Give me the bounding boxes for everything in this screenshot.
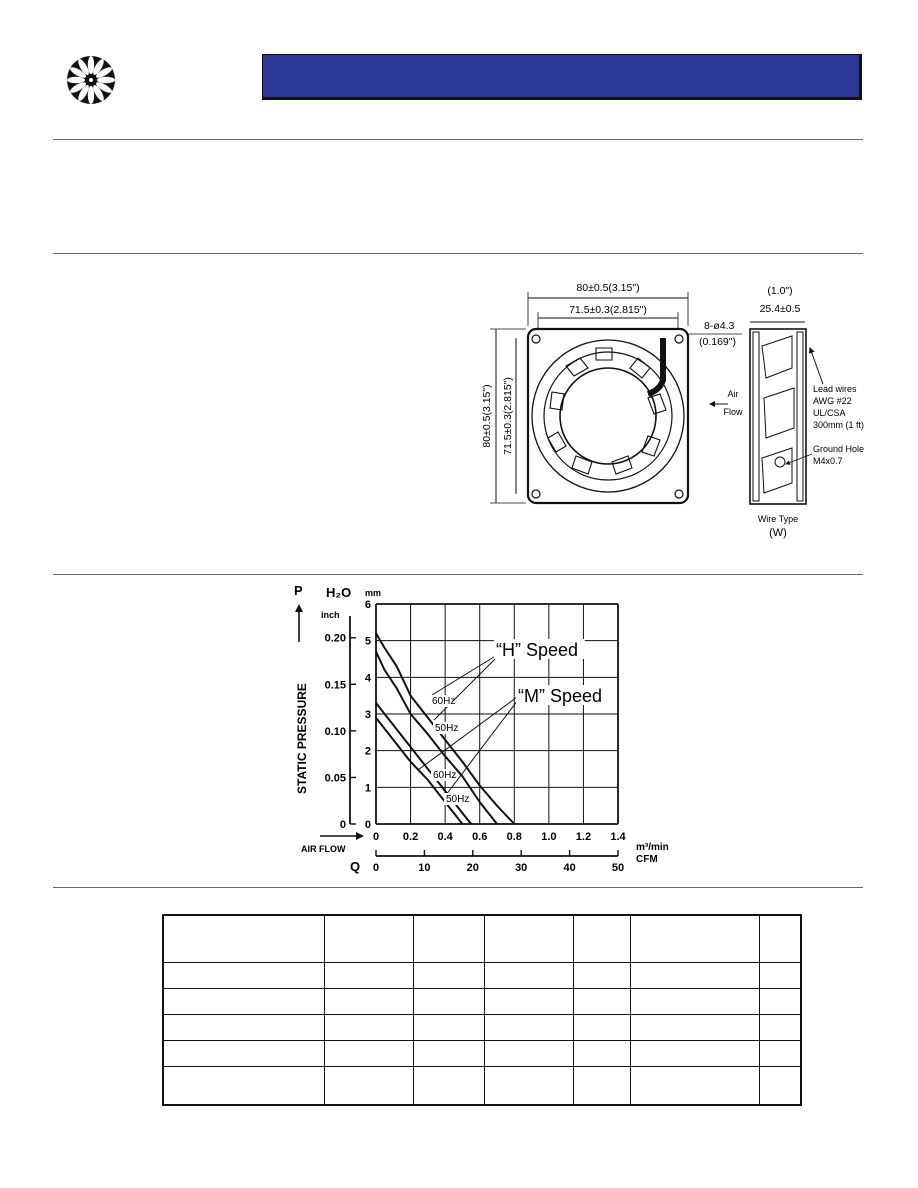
depth-mm: 25.4±0.5 — [759, 303, 801, 315]
header-cell — [631, 915, 760, 963]
header-cell — [414, 915, 485, 963]
table-cell — [163, 1066, 325, 1105]
header-cell — [325, 915, 414, 963]
dimension-drawing — [470, 268, 890, 548]
hole-inch: (0.169") — [699, 336, 736, 348]
table-cell — [325, 963, 414, 989]
m-speed-label: “M” Speed — [518, 686, 603, 706]
table-header-row — [163, 915, 801, 963]
table-cell — [414, 1040, 485, 1066]
x-tick: 0.8 — [506, 831, 522, 843]
table-cell — [574, 963, 631, 989]
h60-label: 60Hz — [432, 696, 456, 707]
depth-inch: (1.0") — [767, 285, 793, 297]
cfm-tick-label: 0 — [372, 862, 380, 874]
y-tick-inch: 0.15 — [324, 679, 346, 692]
divider — [53, 139, 863, 140]
y-tick-inch: 0 — [339, 819, 346, 831]
air-flow-label: AIR FLOW — [301, 844, 346, 854]
table-cell — [760, 1040, 802, 1066]
table-cell — [574, 988, 631, 1014]
p-symbol: P — [294, 583, 303, 598]
table-cell — [163, 1014, 325, 1040]
y-tick-inch: 0.20 — [324, 632, 346, 645]
y-tick-mm: 3 — [364, 709, 371, 721]
header-cell — [485, 915, 574, 963]
lead-wire-line: 300mm (1 ft) — [813, 420, 865, 430]
table-row — [163, 1040, 801, 1066]
table-cell — [631, 1066, 760, 1105]
header-cell — [574, 915, 631, 963]
table-cell — [325, 1066, 414, 1105]
table-cell — [325, 1014, 414, 1040]
flow-label: Flow — [723, 407, 743, 417]
table-row — [163, 1014, 801, 1040]
h-speed-label: “H” Speed — [496, 640, 579, 660]
divider — [53, 574, 863, 575]
x-tick: 1.2 — [575, 831, 592, 843]
divider — [53, 253, 863, 254]
table-cell — [631, 1040, 760, 1066]
air-label: Air — [727, 389, 739, 399]
table-row — [163, 1066, 801, 1105]
table-row — [163, 988, 801, 1014]
cfm-tick-label: 30 — [515, 862, 528, 874]
table-cell — [760, 1066, 802, 1105]
table-cell — [631, 963, 760, 989]
wire-type-code: (W) — [769, 527, 787, 539]
table-cell — [485, 1040, 574, 1066]
m50-label: 50Hz — [446, 794, 470, 805]
table-cell — [760, 963, 802, 989]
table-cell — [631, 988, 760, 1014]
y-tick-inch: 0.10 — [324, 725, 346, 738]
table-cell — [325, 988, 414, 1014]
m60-label: 60Hz — [433, 770, 457, 781]
ground-hole-line: M4x0.7 — [813, 456, 843, 466]
dim-outer-top: 80±0.5(3.15") — [576, 282, 640, 294]
x-unit: m³/min — [636, 842, 669, 853]
table-cell — [574, 1066, 631, 1105]
h2o-label: H₂O — [326, 585, 352, 600]
h50-label: 50Hz — [435, 723, 459, 734]
table-cell — [485, 1014, 574, 1040]
lead-wire-line: AWG #22 — [813, 396, 852, 406]
dim-outer-left: 80±0.5(3.15") — [481, 384, 493, 448]
ground-hole-line: Ground Hole — [813, 444, 865, 454]
table-cell — [414, 1014, 485, 1040]
annotation-arrow — [446, 692, 524, 795]
inch-label: inch — [321, 610, 340, 620]
table-cell — [163, 988, 325, 1014]
table-cell — [760, 1014, 802, 1040]
y-tick-inch: 0.05 — [324, 772, 346, 785]
x-tick: 1.0 — [541, 831, 557, 843]
q-symbol: Q — [350, 859, 361, 874]
table-cell — [485, 963, 574, 989]
table-cell — [574, 1040, 631, 1066]
table-cell — [325, 1040, 414, 1066]
dim-inner-left: 71.5±0.3(2.815") — [502, 377, 514, 455]
spec-table — [162, 914, 802, 1106]
y-tick-mm: 6 — [364, 599, 371, 611]
hole-spec: 8-ø4.3 — [704, 320, 735, 332]
table-cell — [414, 988, 485, 1014]
performance-chart — [286, 580, 706, 880]
cfm-tick-label: 20 — [466, 862, 479, 874]
table-cell — [163, 1040, 325, 1066]
annotation-arrow — [432, 652, 502, 695]
table-cell — [414, 963, 485, 989]
y-tick-mm: 2 — [364, 745, 371, 758]
table-cell — [485, 1066, 574, 1105]
table-cell — [485, 988, 574, 1014]
x-tick: 0.4 — [437, 831, 453, 843]
table-cell — [414, 1066, 485, 1105]
lead-wire-line: Lead wires — [813, 384, 857, 394]
x-tick: 1.4 — [610, 831, 626, 843]
cfm-tick-label: 40 — [563, 862, 576, 874]
table-cell — [574, 1014, 631, 1040]
y-tick-mm: 1 — [364, 782, 371, 795]
dim-inner-top: 71.5±0.3(2.815") — [569, 304, 647, 316]
table-cell — [631, 1014, 760, 1040]
fan-side-view — [750, 329, 806, 504]
cfm-tick-label: 50 — [611, 862, 625, 874]
y-tick-mm: 0 — [364, 819, 371, 831]
annotation-arrow — [434, 652, 502, 720]
header-cell — [760, 915, 802, 963]
table-cell — [163, 963, 325, 989]
y-tick-mm: 4 — [364, 672, 371, 685]
wire-type-label: Wire Type — [757, 514, 799, 524]
fan-logo-icon — [66, 55, 116, 105]
mm-label: mm — [365, 588, 382, 598]
cfm-tick-label: 10 — [418, 862, 431, 874]
x-tick: 0 — [372, 831, 380, 843]
x-tick: 0.2 — [402, 831, 419, 843]
cfm-unit: CFM — [636, 854, 658, 865]
y-axis-title: STATIC PRESSURE — [295, 683, 309, 794]
y-tick-mm: 5 — [364, 635, 371, 648]
table-cell — [760, 988, 802, 1014]
divider — [53, 887, 863, 888]
table-row — [163, 963, 801, 989]
header-banner — [262, 54, 862, 100]
curve-3 — [376, 703, 471, 824]
header-cell — [163, 915, 325, 963]
x-tick: 0.6 — [472, 831, 488, 843]
lead-wire-line: UL/CSA — [813, 408, 846, 418]
